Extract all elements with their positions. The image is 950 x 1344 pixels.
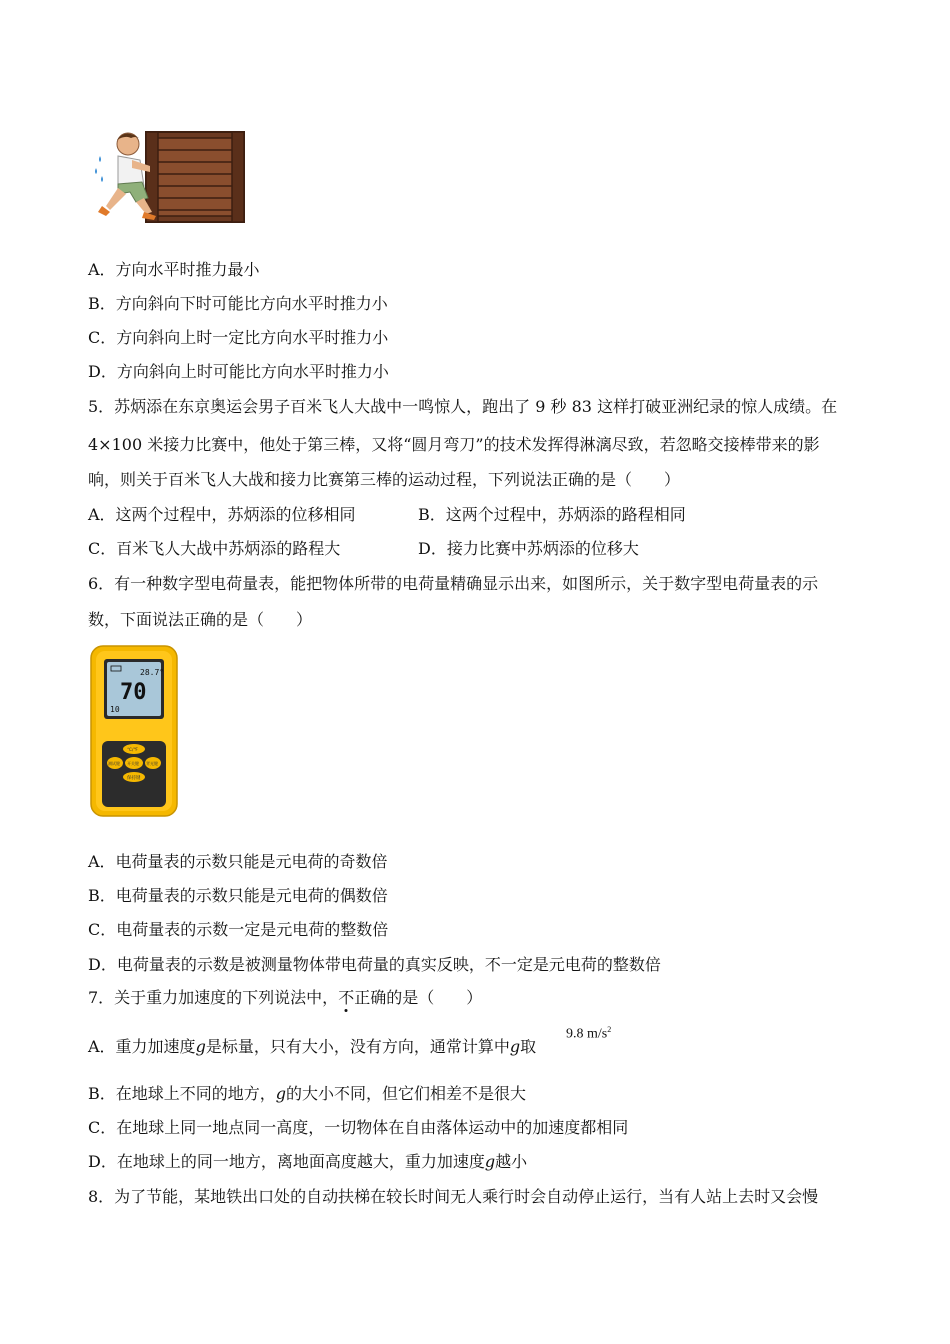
q5-stem-line-1: 5．苏炳添在东京奥运会男子百米飞人大战中一鸣惊人，跑出了 9 秒 83 这样打破亚洲纪录的惊人成绩。在	[88, 397, 838, 416]
boy-pushing-crate-figure	[88, 126, 248, 226]
q7-stem-pre: 7．关于重力加速度的下列说法中，	[88, 988, 339, 1007]
q5-stem-line-2: 4×100 米接力比赛中，他处于第三棒，又将“圆月弯刀”的技术发挥得淋漓尽致，若忽略交接棒带来的影	[88, 435, 820, 454]
q5-option-b: B．这两个过程中，苏炳添的路程相同	[418, 505, 686, 524]
q7-option-d-post: 越小	[495, 1152, 528, 1171]
q6-option-c: C．电荷量表的示数一定是元电荷的整数倍	[88, 920, 389, 939]
meter-button-middle: 开关键	[127, 761, 139, 766]
meter-small-readout: 10	[110, 705, 120, 714]
g-symbol: g	[509, 1037, 521, 1056]
meter-button-left: 测试键	[108, 761, 120, 766]
q5-stem-line-3: 响，则关于百米飞人大战和接力比赛第三棒的运动过程，下列说法正确的是（ ）	[88, 470, 681, 489]
q5-option-d: D．接力比赛中苏炳添的位移大	[418, 539, 639, 558]
q7-option-a-exponent: 2	[607, 1025, 612, 1034]
q7-option-a-post: 取	[520, 1037, 537, 1056]
charge-meter-figure	[90, 645, 178, 817]
q4-option-a: A．方向水平时推力最小	[88, 260, 260, 279]
q6-option-b: B．电荷量表的示数只能是元电荷的偶数倍	[88, 886, 388, 905]
meter-main-readout: 70	[120, 680, 147, 705]
q7-option-b-post: 的大小不同，但它们相差不是很大	[286, 1084, 527, 1103]
meter-button-top: ℃/℉	[127, 748, 138, 753]
q4-option-b: B．方向斜向下时可能比方向水平时推力小	[88, 294, 388, 313]
q7-stem	[88, 988, 482, 1008]
q6-option-d: D．电荷量表的示数是被测量物体带电荷量的真实反映，不一定是元电荷的整数倍	[88, 955, 661, 974]
q6-stem-line-2: 数，下面说法正确的是（ ）	[88, 610, 313, 629]
meter-button-bottom: 保持键	[127, 776, 141, 781]
meter-button-right: 背光键	[146, 761, 158, 766]
q7-option-b-pre: B．在地球上不同的地方，	[88, 1084, 276, 1103]
g-symbol: g	[195, 1037, 206, 1056]
q7-option-a-mid: 是标量，只有大小，没有方向，通常计算中	[205, 1037, 510, 1056]
q7-option-d	[88, 1152, 527, 1172]
meter-temp-readout: 28.7°	[140, 668, 165, 677]
g-symbol: g	[275, 1084, 287, 1103]
q7-option-a-pre: A．重力加速度	[88, 1037, 196, 1056]
q7-option-d-pre: D．在地球上的同一地方，离地面高度越大，重力加速度	[88, 1152, 485, 1171]
q7-option-b	[88, 1084, 526, 1104]
q4-option-d: D．方向斜向上时可能比方向水平时推力小	[88, 362, 389, 381]
q7-stem-emphasis: 不	[338, 988, 355, 1007]
q6-option-a: A．电荷量表的示数只能是元电荷的奇数倍	[88, 852, 388, 871]
q4-option-c: C．方向斜向上时一定比方向水平时推力小	[88, 328, 389, 347]
g-symbol: g	[484, 1152, 496, 1171]
q7-option-a	[88, 1037, 536, 1057]
q5-option-c: C．百米飞人大战中苏炳添的路程大	[88, 539, 341, 558]
q7-stem-post: 正确的是（ ）	[354, 988, 483, 1007]
q7-option-c: C．在地球上同一地点同一高度，一切物体在自由落体运动中的加速度都相同	[88, 1118, 629, 1137]
q6-stem-line-1: 6．有一种数字型电荷量表，能把物体所带的电荷量精确显示出来，如图所示，关于数字型电荷量表的示	[88, 574, 819, 593]
q8-stem-line-1: 8．为了节能，某地铁出口处的自动扶梯在较长时间无人乘行时会自动停止运行，当有人站上去时又会慢	[88, 1187, 819, 1206]
q5-option-a: A．这两个过程中，苏炳添的位移相同	[88, 505, 356, 524]
q7-option-a-value: 9.8 $m/s^2$	[566, 1025, 612, 1042]
